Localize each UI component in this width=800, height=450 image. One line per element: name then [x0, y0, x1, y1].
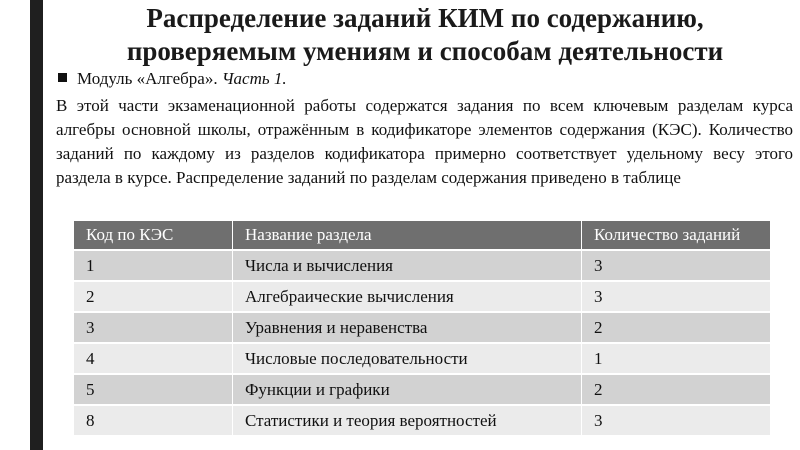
module-bullet [58, 68, 287, 90]
cell-code: 8 [74, 405, 233, 435]
table-row [74, 343, 770, 374]
cell-task-count: 3 [582, 281, 771, 312]
cell-code: 2 [74, 281, 233, 312]
cell-task-count: 3 [582, 405, 771, 435]
part-label: Часть 1. [221, 69, 287, 88]
cell-section-name: Числа и вычисления [233, 250, 582, 281]
description-paragraph: В этой части экзаменационной работы содержатся задания по всем ключевым разделам курса алгебры основной школы, отражённым в кодификаторе элементов содержания (КЭС). Количество заданий по каждому из разделов кодификатора примерно соответствует удельному весу этого раздела в курсе. Распределение заданий по разделам содержания приведено в таблице [56, 96, 793, 187]
square-bullet-icon [58, 73, 67, 82]
table-row [74, 374, 770, 405]
cell-code: 3 [74, 312, 233, 343]
header-code: Код по КЭС [74, 221, 233, 250]
cell-code: 5 [74, 374, 233, 405]
left-accent-bar [30, 0, 43, 450]
title-line-1: Распределение заданий КИМ по содержанию, [146, 3, 704, 33]
kes-distribution-table [74, 221, 770, 435]
module-label: Модуль «Алгебра». [77, 69, 218, 88]
cell-task-count: 2 [582, 374, 771, 405]
table-row [74, 312, 770, 343]
cell-code: 4 [74, 343, 233, 374]
cell-section-name: Числовые последовательности [233, 343, 582, 374]
table-row [74, 281, 770, 312]
cell-task-count: 2 [582, 312, 771, 343]
cell-section-name: Уравнения и неравенства [233, 312, 582, 343]
header-task-count: Количество заданий [582, 221, 771, 250]
cell-code: 1 [74, 250, 233, 281]
slide-title [60, 2, 790, 68]
cell-section-name: Статистики и теория вероятностей [233, 405, 582, 435]
cell-section-name: Функции и графики [233, 374, 582, 405]
cell-section-name: Алгебраические вычисления [233, 281, 582, 312]
cell-task-count: 3 [582, 250, 771, 281]
table-row [74, 250, 770, 281]
cell-task-count: 1 [582, 343, 771, 374]
header-section-name: Название раздела [233, 221, 582, 250]
table-row [74, 405, 770, 435]
table-header-row [74, 221, 770, 250]
title-line-2: проверяемым умениям и способам деятельности [126, 36, 724, 66]
